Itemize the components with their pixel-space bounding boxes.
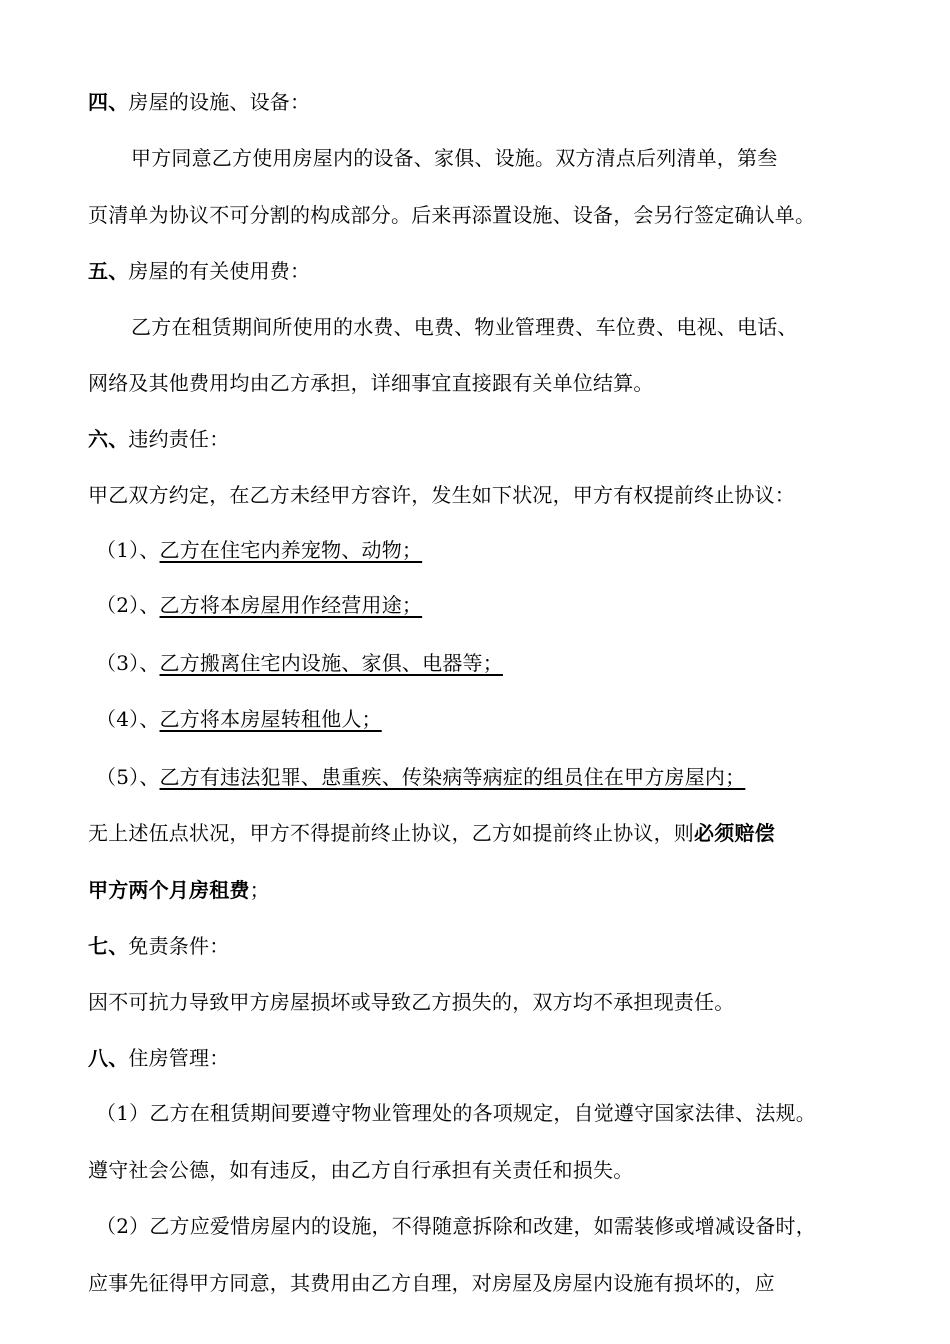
list-item-text: 乙方有违法犯罪、患重疾、传染病等病症的组员住在甲方房屋内； [159, 765, 746, 789]
paragraph-line: 因不可抗力导致甲方房屋损坏或导致乙方损失的，双方均不承担现责任。 [88, 990, 735, 1014]
paragraph-line: 页清单为协议不可分割的构成部分。后来再添置设施、设备，会另行签定确认单。 [88, 203, 816, 227]
list-item-number: （5）、 [96, 765, 160, 789]
paragraph-line: 应事先征得甲方同意，其费用由乙方自理，对房屋及房屋内设施有损坏的，应 [88, 1271, 775, 1295]
section-number: 七、 [88, 934, 129, 958]
paragraph-line: （1）乙方在租赁期间要遵守物业管理处的各项规定，自觉遵守国家法律、法规。 [96, 1101, 816, 1125]
list-item-number: （2）、 [96, 593, 160, 617]
paragraph-text: 无上述伍点状况，甲方不得提前终止协议，乙方如提前终止协议，则 [88, 821, 694, 845]
paragraph-line: （2）乙方应爱惜房屋内的设施，不得随意拆除和改建，如需装修或增减设备时， [96, 1214, 816, 1238]
section-5-heading [88, 257, 310, 285]
paragraph-line: 乙方在租赁期间所使用的水费、电费、物业管理费、车位费、电视、电话、 [131, 315, 798, 339]
section-7-heading [88, 932, 229, 960]
bold-text: 甲方两个月房租费 [88, 878, 250, 902]
section-number: 八、 [88, 1046, 129, 1070]
list-item-number: （4）、 [96, 707, 160, 731]
section-number: 四、 [88, 90, 129, 114]
bold-text: 必须赔偿 [694, 821, 775, 845]
list-item-text: 乙方将本房屋转租他人； [159, 707, 382, 731]
section-title: 房屋的设施、设备： [128, 90, 311, 114]
paragraph-line [88, 819, 775, 847]
list-item-number: （3）、 [96, 651, 160, 675]
paragraph-line: 甲方同意乙方使用房屋内的设备、家俱、设施。双方清点后列清单，第叁 [131, 146, 778, 170]
list-item [96, 705, 382, 733]
paragraph-text: ； [249, 878, 270, 902]
section-8-heading [88, 1044, 229, 1072]
paragraph-line: 甲乙双方约定，在乙方未经甲方容许，发生如下状况，甲方有权提前终止协议： [88, 483, 795, 507]
list-item [96, 763, 745, 791]
section-4-heading [88, 88, 310, 116]
section-title: 房屋的有关使用费： [128, 259, 311, 283]
list-item-text: 乙方将本房屋用作经营用途； [159, 593, 423, 617]
section-number: 五、 [88, 259, 129, 283]
paragraph-line [88, 876, 270, 904]
list-item-text: 乙方在住宅内养宠物、动物； [159, 538, 423, 562]
section-number: 六、 [88, 427, 129, 451]
paragraph-line: 网络及其他费用均由乙方承担，详细事宜直接跟有关单位结算。 [88, 371, 654, 395]
list-item [96, 536, 422, 564]
list-item-text: 乙方搬离住宅内设施、家俱、电器等； [159, 651, 503, 675]
section-6-heading [88, 425, 229, 453]
list-item [96, 591, 422, 619]
section-title: 违约责任： [128, 427, 230, 451]
list-item-number: （1）、 [96, 538, 160, 562]
section-title: 免责条件： [128, 934, 230, 958]
paragraph-line: 遵守社会公德，如有违反，由乙方自行承担有关责任和损失。 [88, 1158, 634, 1182]
list-item [96, 649, 503, 677]
section-title: 住房管理： [128, 1046, 230, 1070]
